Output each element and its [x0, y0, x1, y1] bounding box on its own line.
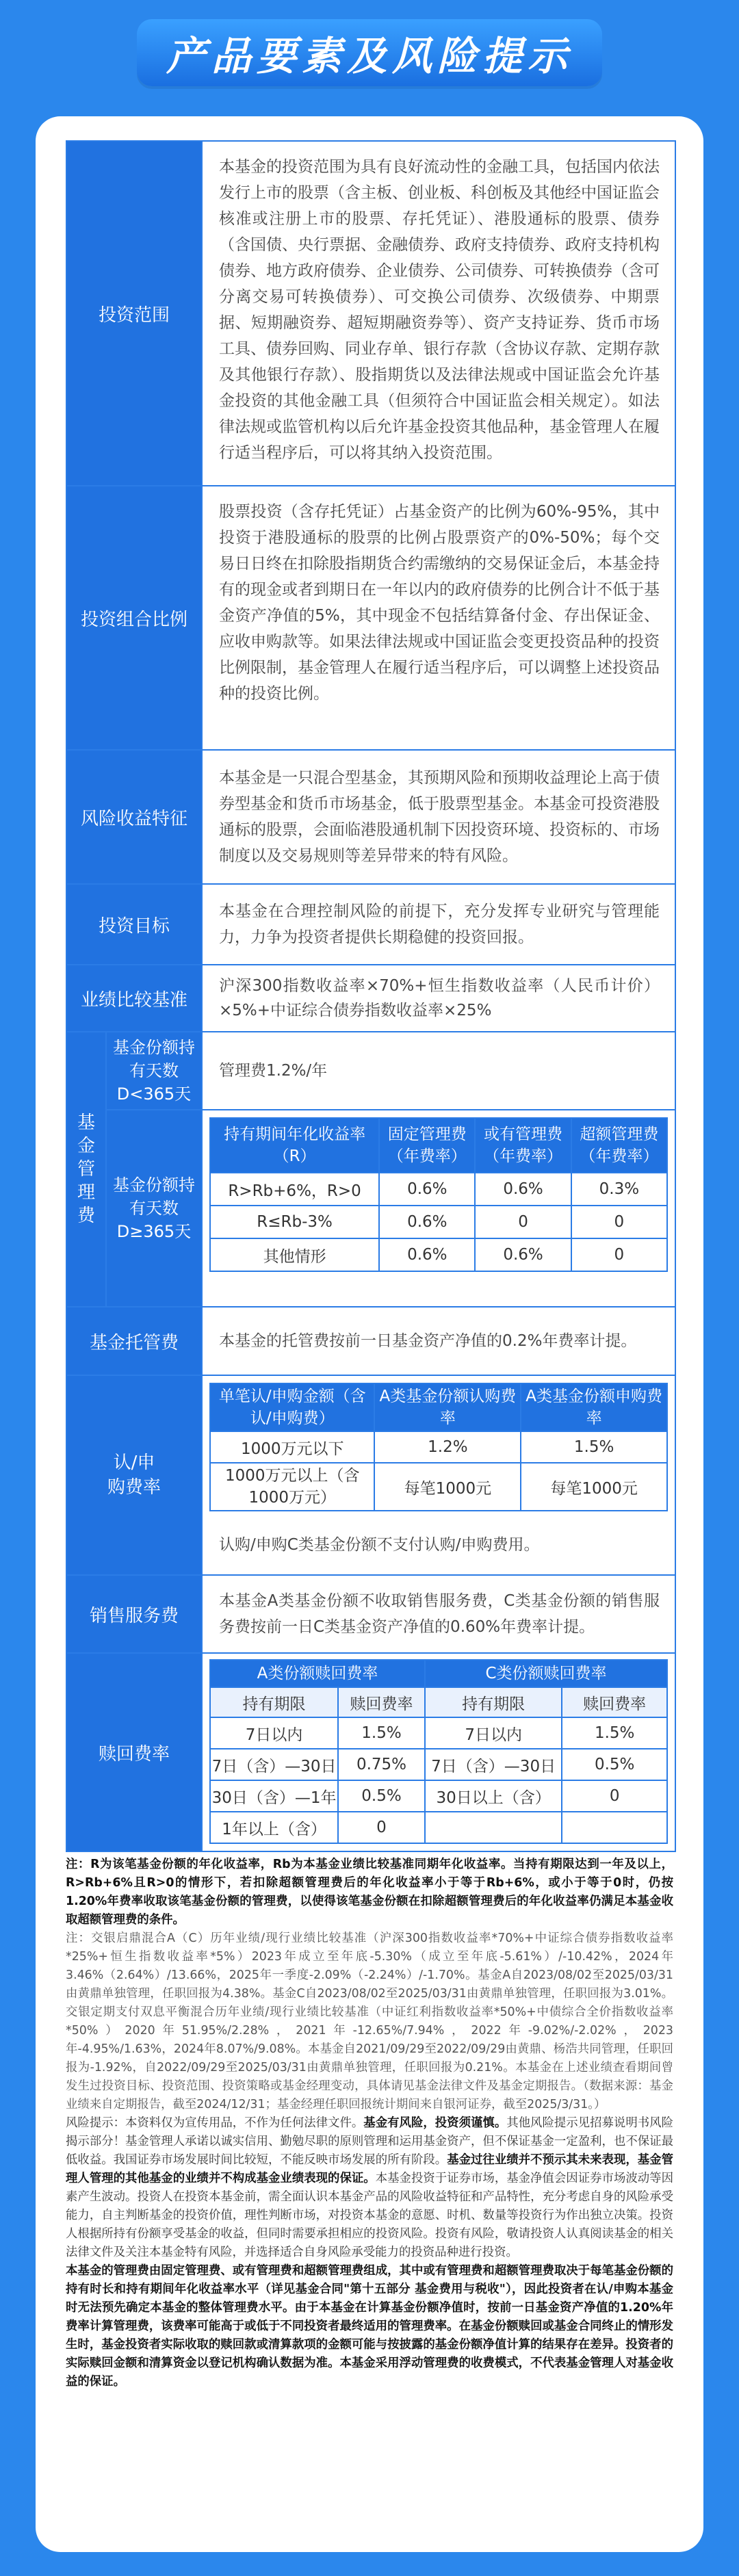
redemption-col-a-rate: 赎回费率 [338, 1687, 425, 1717]
label-sales-fee: 销售服务费 [67, 1576, 203, 1652]
row-portfolio-ratio [67, 486, 675, 751]
table-cell: 30日（含）—1年 [210, 1780, 338, 1812]
table-cell: 0.6% [379, 1173, 475, 1206]
subscription-col-a-purchase: A类基金份额申购费率 [521, 1383, 667, 1431]
table-row [210, 1717, 667, 1749]
note-risk-e: 本基金投资于证券市场，基金净值会因证券市场波动等因素产生波动。投资人在投资本基金前，需全面认识本基金产品的风险收益特征和产品特性，充分考虑自身的风险承受能力，自主判断基金的投资价值，理性判断市场，对投资本基金的意愿、时机、数量等投资行为作出独立决策。投资人根据所持有份额享受基金的收益，但同时需要承担相应的投资风险。投资有风险，敬请投资人认真阅读基金的相关法律文件及关注本基金特有风险，并选择适合自身风险承受能力的投资品种进行投资。 [66, 2172, 673, 2259]
value-investment-scope: 本基金的投资范围为具有良好流动性的金融工具，包括国内依法发行上市的股票（含主板、创业板、科创板及其他经中国证监会核准或注册上市的股票、存托凭证）、港股通标的股票、债券（含国债、央行票据、金融债券、政府支持债券、政府支持机构债券、地方政府债券、企业债券、公司债券、可转换债券（含可分离交易可转换债券）、可交换公司债券、次级债券、中期票据、短期融资券、超短期融资券等）、资产支持证券、货币市场工具、债券回购、同业存单、银行存款（含协议存款、定期存款及其他银行存款）、股指期货以及法律法规或中国证监会允许基金投资的其他金融工具（但须符合中国证监会相关规定）。如法律法规或监管机构以后允许基金投资其他品种，基金管理人在履行适当程序后，可以将其纳入投资范围。 [219, 158, 660, 462]
table-cell: 7日以内 [210, 1717, 338, 1749]
table-cell: 1.5% [338, 1717, 425, 1749]
note-risk-a: 风险提示：本资料仅为宣传用品，不作为任何法律文件。 [66, 2116, 364, 2130]
note-risk-c: 其他风险提示见招募说明书风险揭示部分！基金管理人承诺以诚实信用、勤勉尽职的原则管理和运用基金资产，但不保证基金一定盈利，也不保证最低收益。我国证券市场发展时间比较短，不能反映市场发展的所有阶段。 [66, 2116, 673, 2167]
note-risk-d: 基金过往业绩并不预示其未来表现，基金管理人管理的其他基金的业绩并不构成基金业绩表现的保证。 [66, 2153, 673, 2185]
subscription-col-a-subscribe: A类基金份额认购费率 [374, 1383, 521, 1431]
label-subscription-fee-text: 认/申购费率 [107, 1453, 161, 1498]
value-investment-goal: 本基金在合理控制风险的前提下，充分发挥专业研究与管理能力，力争为投资者提供长期稳健的投资回报。 [219, 902, 660, 946]
row-subscription-fee [67, 1376, 675, 1576]
table-cell: 0.5% [338, 1780, 425, 1812]
note-annual-return-text: 注：R为该笔基金份额的年化收益率，Rb为本基金业绩比较基准同期年化收益率。当持有期限达到一年及以上，R>Rb+6%且R>0的情形下，若扣除超额管理费后的年化收益率小于等于Rb+6%，或小于等于0时，仍按1.20%年费率收取该笔基金份额的管理费，以使得该笔基金份额在扣除超额管理费后的年化收益率仍满足本基金收取超额管理费的条件。 [66, 1858, 673, 1927]
table-cell: 1000万元以上（含1000万元） [210, 1463, 374, 1511]
value-portfolio-ratio: 股票投资（含存托凭证）占基金资产的比例为60%-95%，其中投资于港股通标的股票的比例占股票资产的0%-50%；每个交易日日终在扣除股指期货合约需缴纳的交易保证金后，本基金持有的现金或者到期日在一年以内的政府债券的比例合计不低于基金资产净值的5%，其中现金不包括结算备付金、存出保证金、应收申购款等。如果法律法规或中国证监会变更投资品种的投资比例限制，基金管理人在履行适当程序后，可以调整上述投资品种的投资比例。 [219, 503, 660, 703]
table-cell: R>Rb+6%，R>0 [210, 1173, 379, 1206]
table-row [210, 1463, 667, 1511]
value-benchmark: 沪深300指数收益率×70%+恒生指数收益率（人民币计价）×5%+中证综合债券指数收益率×25% [219, 977, 660, 1019]
table-cell: 0 [475, 1206, 571, 1238]
label-investment-goal: 投资目标 [67, 885, 203, 964]
row-investment-goal [67, 885, 675, 965]
table-row [210, 1173, 667, 1206]
table-cell: 7日（含）—30日 [210, 1749, 338, 1780]
label-redemption-fee: 赎回费率 [67, 1654, 203, 1851]
label-custody-fee: 基金托管费 [67, 1307, 203, 1375]
value-sales-fee: 本基金A类基金份额不收取销售服务费，C类基金份额的销售服务费按前一日C类基金资产净值的0.60%年费率计提。 [219, 1592, 660, 1636]
redemption-col-c-rate: 赎回费率 [562, 1687, 667, 1717]
table-cell: 0.6% [475, 1238, 571, 1271]
table-cell: 0.3% [571, 1173, 667, 1206]
mgmt-fee-long [107, 1110, 675, 1306]
label-investment-scope: 投资范围 [67, 142, 203, 485]
table-cell: 1.2% [374, 1431, 521, 1463]
table-cell: 每笔1000元 [374, 1463, 521, 1511]
note-risk [66, 2114, 673, 2262]
redemption-col-c-period: 持有期限 [425, 1687, 562, 1717]
table-cell: 7日以内 [425, 1717, 562, 1749]
table-cell [562, 1812, 667, 1843]
value-risk-return: 本基金是一只混合型基金，其预期风险和预期收益理论上高于债券型基金和货币市场基金，低于股票型基金。本基金可投资港股通标的股票，会面临港股通机制下因投资环境、投资标的、市场制度以及交易规则等差异带来的特有风险。 [219, 769, 660, 865]
table-cell: 0.75% [338, 1749, 425, 1780]
table-cell: 7日（含）—30日 [425, 1749, 562, 1780]
table-row [210, 1780, 667, 1812]
note-annual-return [66, 1856, 673, 1929]
page-title: 产品要素及风险提示 [166, 33, 573, 79]
row-redemption-fee [67, 1654, 675, 1851]
label-management-fee [67, 1032, 107, 1306]
table-cell: 0.5% [562, 1749, 667, 1780]
table-cell: R≤Rb-3% [210, 1206, 379, 1238]
redemption-group-a: A类份额赎回费率 [210, 1660, 425, 1687]
table-cell: 0 [562, 1780, 667, 1812]
subscription-content [203, 1376, 675, 1574]
note-floating-fee [66, 2262, 673, 2391]
mgmt-fee-grid [209, 1117, 668, 1272]
note-performance: 注：交银启鼎混合A（C）历年业绩/现行业绩比较基准（沪深300指数收益率*70%+中证综合债券指数收益率*25%+恒生指数收益率*5%）2023年成立至年底-5.30%（成立至年底-5.61%）/-10.42%，2024年3.46%（2.64%）/13.66%，2025年一季度-2.09%（-2.24%）/-1.70%。基金A自2023/08/02至2025/03/31由黄鼎单独管理，任职回报为4.38%。基金C自2023/08/02至2025/03/31由黄鼎单独管理，任职回报为3.01%。交银定期支付双息平衡混合历年业绩/现行业绩比较基准（中证红利指数收益率*50%+中债综合全价指数收益率*50%）2020年51.95%/2.28%，2021年-12.65%/7.94%，2022年-9.02%/-2.02%，2023年-4.95%/1.63%，2024年8.07%/9.08%。本基金自2021/09/29至2022/09/29由黄鼎、杨浩共同管理，任职回报为-1.92%，自2022/09/29至2025/03/31由黄鼎单独管理，任职回报为0.21%。本基金在上述业绩查看期间曾发生过投资目标、投资范围、投资策略或基金经理变动，具体请见基金法律文件及基金定期报告。（数据来源：基金业绩来自定期报告，截至2024/12/31；基金经理任职回报统计期间来自银河证券，截至2025/3/31。） [66, 1931, 673, 2111]
row-risk-return [67, 751, 675, 885]
label-hold-long: 基金份额持有天数D≥365天 [107, 1110, 203, 1306]
title-banner [137, 19, 602, 86]
subscription-grid-wrap [203, 1376, 675, 1511]
mgmt-fee-col-return: 持有期间年化收益率（R） [210, 1118, 379, 1173]
table-row [210, 1431, 667, 1463]
label-benchmark: 业绩比较基准 [67, 965, 203, 1031]
mgmt-fee-grid-wrap [203, 1110, 675, 1306]
table-cell: 其他情形 [210, 1238, 379, 1271]
table-cell: 0.6% [379, 1206, 475, 1238]
table-row [210, 1238, 667, 1271]
note-floating-fee-text: 本基金的管理费由固定管理费、或有管理费和超额管理费组成，其中或有管理费和超额管理费取决于每笔基金份额的持有时长和持有期间年化收益率水平（详见基金合同"第十五部分 基金费用与税收"），因此投资者在认/申购本基金时无法预先确定本基金的整体管理费水平。由于本基金在计算基金份额净值时，按前一日基金资产净值的1.20%年费率计算管理费，该费率可能高于或低于不同投资者最终适用的管理费率。在基金份额赎回或基金合同终止的情形发生时，基金投资者实际收取的赎回款或清算款项的金额可能与按披露的基金份额净值计算的结果存在差异。投资者的实际赎回金额和清算资金以登记机构确认数据为准。本基金采用浮动管理费的收费模式，不代表基金管理人对基金收益的保证。 [66, 2264, 673, 2389]
mgmt-fee-header-row [210, 1118, 667, 1173]
table-row [210, 1206, 667, 1238]
table-cell: 1.5% [521, 1431, 667, 1463]
table-row [210, 1749, 667, 1780]
redemption-col-a-period: 持有期限 [210, 1687, 338, 1717]
subscription-grid [209, 1383, 668, 1511]
label-portfolio-ratio: 投资组合比例 [67, 486, 203, 749]
row-sales-fee [67, 1576, 675, 1654]
subscription-header-row [210, 1383, 667, 1431]
table-cell: 1.5% [562, 1717, 667, 1749]
label-management-fee-text: 基金管理费 [77, 1113, 95, 1226]
mgmt-fee-short [107, 1032, 675, 1110]
label-subscription-fee [67, 1376, 203, 1574]
subscription-col-amount: 单笔认/申购金额（含认/申购费） [210, 1383, 374, 1431]
product-elements-table [66, 140, 676, 1852]
redemption-grid [209, 1659, 668, 1844]
redemption-group-row [210, 1660, 667, 1687]
table-cell: 1000万元以下 [210, 1431, 374, 1463]
value-hold-short: 管理费1.2%/年 [219, 1062, 328, 1080]
table-cell [425, 1812, 562, 1843]
management-fee-content [107, 1032, 675, 1306]
redemption-header-row [210, 1687, 667, 1717]
table-cell: 0.6% [379, 1238, 475, 1271]
table-cell: 1年以上（含） [210, 1812, 338, 1843]
subscription-note: 认购/申购C类基金份额不支付认购/申购费用。 [219, 1535, 540, 1554]
table-cell: 0 [338, 1812, 425, 1843]
disclaimer-notes [66, 1856, 673, 2391]
row-management-fee [67, 1032, 675, 1307]
note-risk-b: 基金有风险，投资须谨慎。 [363, 2116, 507, 2130]
mgmt-fee-col-contingent: 或有管理费（年费率） [475, 1118, 571, 1173]
value-custody-fee: 本基金的托管费按前一日基金资产净值的0.2%年费率计提。 [219, 1332, 637, 1350]
mgmt-fee-col-excess: 超额管理费（年费率） [571, 1118, 667, 1173]
label-risk-return: 风险收益特征 [67, 751, 203, 883]
row-benchmark [67, 965, 675, 1032]
row-custody-fee [67, 1307, 675, 1376]
redemption-grid-wrap [203, 1654, 675, 1851]
table-cell: 0.6% [475, 1173, 571, 1206]
table-cell: 30日以上（含） [425, 1780, 562, 1812]
row-investment-scope [67, 142, 675, 486]
table-cell: 每笔1000元 [550, 1479, 638, 1498]
redemption-group-c: C类份额赎回费率 [425, 1660, 667, 1687]
mgmt-fee-col-fixed: 固定管理费（年费率） [379, 1118, 475, 1173]
table-row [210, 1812, 667, 1843]
table-cell: 0 [614, 1246, 625, 1264]
label-hold-short: 基金份额持有天数D<365天 [107, 1032, 203, 1109]
table-cell: 0 [571, 1206, 667, 1238]
